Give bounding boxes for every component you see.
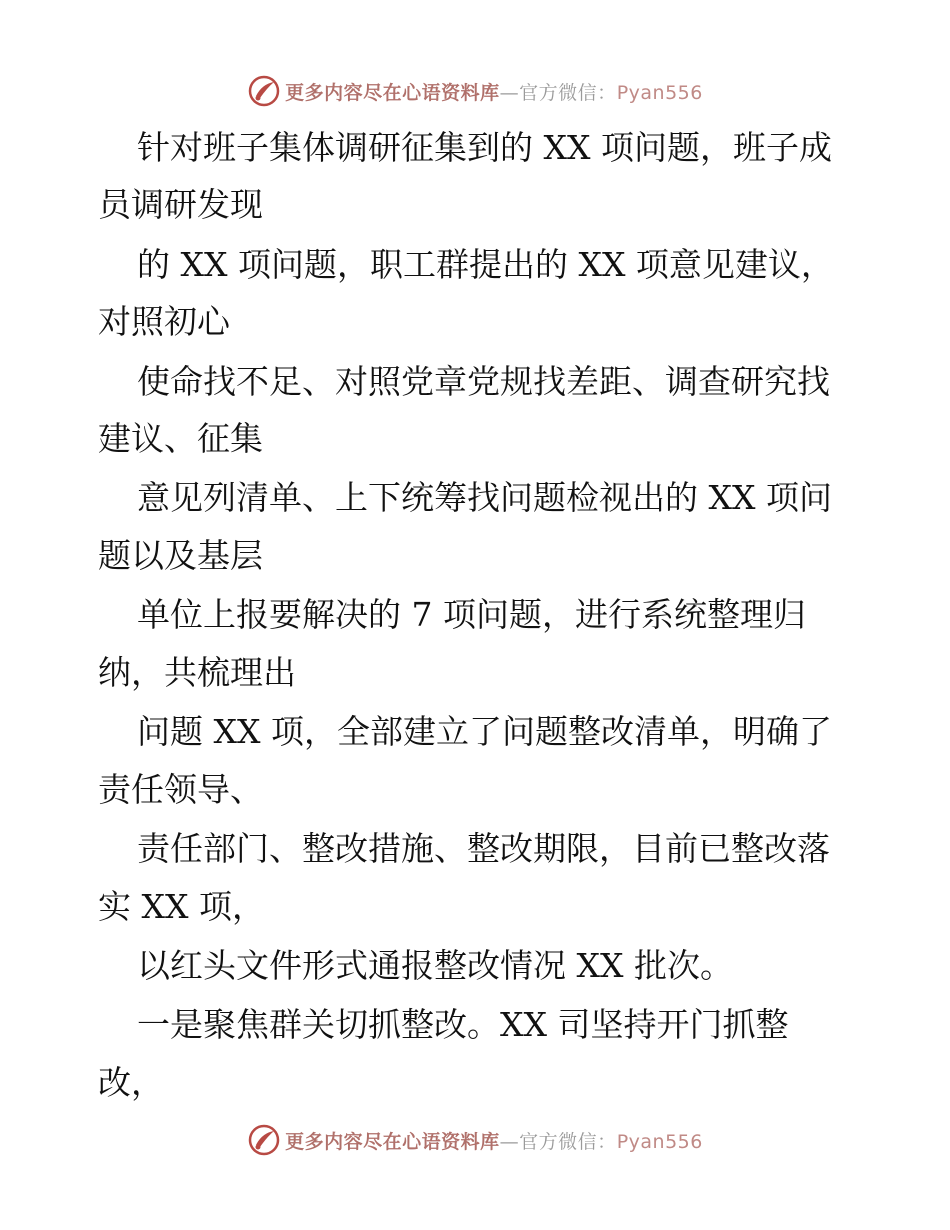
banner-wechat-id: Pyan556	[616, 81, 703, 104]
banner-separator: —	[499, 1130, 520, 1153]
header-banner	[0, 71, 950, 111]
banner-title: 更多内容尽在心语资料库	[285, 1130, 500, 1153]
text-line: 建议、征集	[98, 419, 263, 458]
text-line: 的 XX 项问题，职工群提出的 XX 项意见建议，	[137, 245, 834, 284]
banner-title: 更多内容尽在心语资料库	[285, 81, 500, 104]
banner-separator: —	[499, 81, 520, 104]
text-line: 题以及基层	[98, 536, 263, 575]
brush-logo-icon	[247, 1123, 281, 1157]
banner-wechat-label: 官方微信：	[519, 1130, 617, 1153]
text-line: 纳，共梳理出	[98, 653, 296, 692]
text-line: 改，	[98, 1063, 164, 1102]
text-line: 员调研发现	[98, 185, 263, 224]
text-line: 意见列清单、上下统筹找问题检视出的 XX 项问	[137, 478, 832, 517]
text-line: 单位上报要解决的 7 项问题，进行系统整理归	[137, 595, 806, 634]
banner-wechat-id: Pyan556	[616, 1130, 703, 1153]
text-line: 对照初心	[98, 302, 230, 341]
text-line: 实 XX 项，	[98, 887, 265, 926]
text-line: 责任领导、	[98, 770, 263, 809]
text-line: 责任部门、整改措施、整改期限，目前已整改落	[137, 829, 830, 868]
text-line: 针对班子集体调研征集到的 XX 项问题，班子成	[137, 128, 832, 167]
brush-logo-icon	[247, 74, 281, 108]
text-line: 使命找不足、对照党章党规找差距、调查研究找	[137, 362, 830, 401]
text-line: 问题 XX 项，全部建立了问题整改清单，明确了	[137, 712, 832, 751]
text-line: 以红头文件形式通报整改情况 XX 批次。	[137, 946, 733, 985]
footer-banner	[0, 1120, 950, 1160]
text-line: 一是聚焦群关切抓整改。XX 司坚持开门抓整	[137, 1005, 789, 1044]
banner-wechat-label: 官方微信：	[519, 81, 617, 104]
